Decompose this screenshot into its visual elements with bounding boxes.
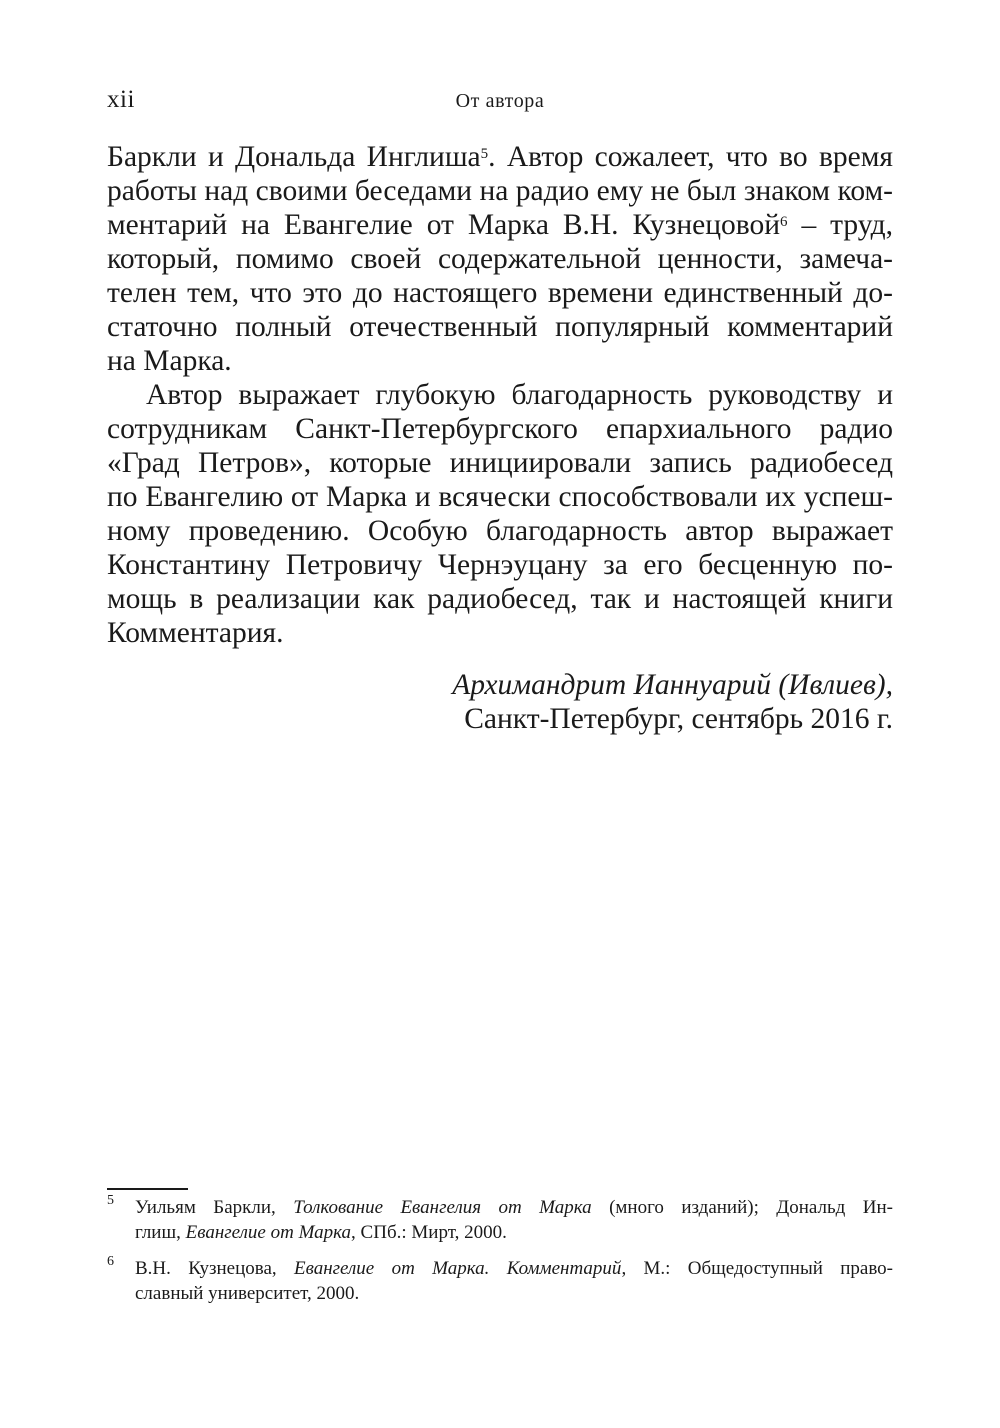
footnote-line: Уильям Баркли, Толкование Евангелия от Марка (много изданий); Дональд Ин- — [135, 1197, 893, 1218]
footnote-line: глиш, Евангелие от Марка, СПб.: Мирт, 2000. — [135, 1222, 507, 1243]
footnote-ref-6[interactable]: 6 — [780, 214, 788, 230]
text-line: ментарий на Евангелие от Марка В.Н. Кузнецовой$^6$ – труд, — [107, 209, 894, 241]
text-line: телен тем, что это до настоящего времени единственный до- — [107, 277, 893, 309]
signature-place-date: Санкт-Петербург, сентябрь 2016 г. — [464, 703, 893, 735]
footnote-line: В.Н. Кузнецова, Евангелие от Марка. Комментарий, М.: Общедоступный право- — [135, 1258, 893, 1279]
signature-name: Архимандрит Ианнуарий (Ивлиев), — [452, 669, 893, 701]
text-line: Константину Петровичу Чернэуцану за его бесценную по- — [107, 549, 893, 581]
page-number: xii — [107, 86, 135, 113]
text-line: ному проведению. Особую благодарность автор выражает — [107, 515, 893, 547]
text-line: на Марка. — [107, 345, 232, 377]
text-line: который, помимо своей содержательной ценности, замеча- — [107, 243, 893, 275]
text-line: Автор выражает глубокую благодарность руководству и — [146, 379, 893, 411]
text-line: работы над своими беседами на радио ему не был знаком ком- — [107, 175, 893, 207]
text-line: статочно полный отечественный популярный комментарий — [107, 311, 893, 343]
text-line: мощь в реализации как радиобесед, так и настоящей книги — [107, 583, 893, 615]
footnote-number: 6 — [107, 1254, 114, 1269]
text-line: сотрудникам Санкт-Петербургского епархиального радио — [107, 413, 893, 445]
footnote-number: 5 — [107, 1193, 114, 1208]
text-line: «Град Петров», которые инициировали запись радиобесед — [107, 447, 893, 479]
footnote-ref-5[interactable]: 5 — [480, 146, 489, 162]
footnote-line: славный университет, 2000. — [135, 1283, 360, 1304]
text-line: Комментария. — [107, 617, 284, 649]
footnote-divider — [107, 1188, 188, 1190]
text-line: Баркли и Дональда Инглиша$^5$. Автор сожалеет, что во время — [107, 141, 893, 173]
text-line: по Евангелию от Марка и всячески способствовали их успеш- — [107, 481, 893, 513]
running-head: От автора — [455, 90, 545, 112]
